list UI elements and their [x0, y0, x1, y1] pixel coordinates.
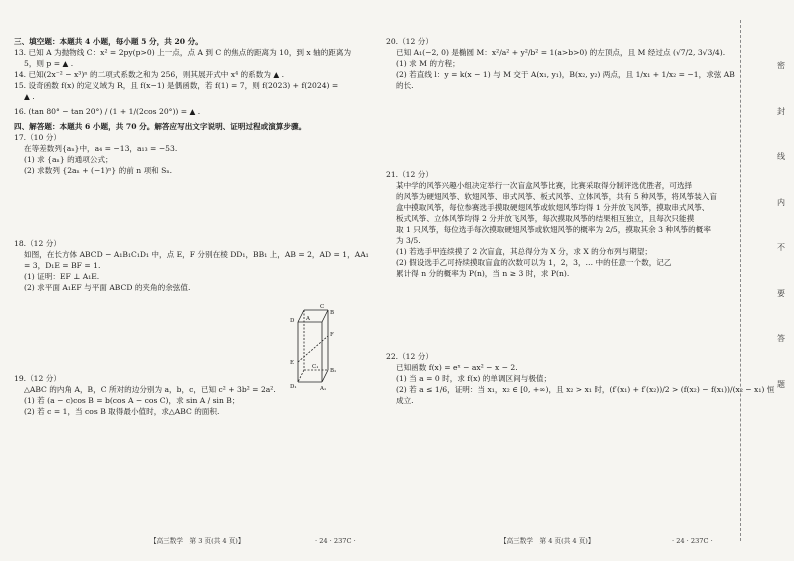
page-label: 【高三数学 第 4 页(共 4 页)】	[500, 537, 595, 545]
question-21-stem-2: 的风筝为硬翅风筝、软翅风筝、串式风筝、板式风筝、立体风筝，共有 5 种风筝，将风筝装入盲	[396, 192, 717, 201]
question-21-part-2-line-2: 累计得 n 分的概率为 P(n)，当 n ≥ 3 时，求 P(n).	[396, 269, 570, 278]
question-17-part-2: (2) 求数列 {2aₙ + (−1)ⁿ} 的前 n 项和 Sₙ.	[24, 166, 173, 175]
question-17-part-1: (1) 求 {aₙ} 的通项公式；	[24, 155, 113, 164]
segment-ef	[298, 336, 328, 362]
figure-label: B	[330, 310, 335, 316]
answer-space	[386, 91, 726, 169]
question-18-stem-1: 如图，在长方体 ABCD − A₁B₁C₁D₁ 中，点 E，F 分别在棱 DD₁，BB₁ 上，AB = 2，AD = 1，AA₁	[24, 250, 369, 259]
question-21-stem-5: 取 1 只风筝，每位选手每次摸取硬翅风筝或软翅风筝的概率为 2/5，摸取其余 3 种风筝的概率	[396, 225, 711, 234]
question-21-stem-1: 某中学的风筝兴趣小组决定举行一次盲盒风筝比赛，比赛采取得分制评选优胜者，可选择	[396, 181, 693, 190]
question-21-stem-4: 板式风筝、立体风筝均得 2 分并放飞风筝，每次摸取风筝的结果相互独立，且每次只能摸	[396, 214, 695, 223]
page-label: 【高三数学 第 3 页(共 4 页)】	[150, 537, 245, 545]
question-20-stem: 已知 A₁(−2, 0) 是椭圆 M：x²/a² + y²/b² = 1(a>b>0) 的左顶点，且 M 经过点 (√7/2, 3√3/4).	[396, 48, 726, 57]
figure-label: A	[306, 316, 310, 322]
seal-char: 不	[777, 243, 785, 253]
question-18-part-2: (2) 求平面 A₁EF 与平面 ABCD 的夹角的余弦值.	[24, 283, 191, 292]
cuboid-figure	[290, 300, 350, 395]
question-22-part-2-line-1: (2) 若 a ≤ 1/6，证明：当 x₁，x₂ ∈ [0, +∞)，且 x₂ > x₁ 时，(f′(x₁) + f′(x₂))/2 > (f(x₂) − f(x₁))/(x₂ − x₁) 恒	[396, 385, 775, 394]
question-20-part-1: (1) 求 M 的方程；	[396, 59, 460, 68]
question-21-title: 21.（12 分）	[386, 170, 433, 179]
question-18-title: 18.（12 分）	[14, 239, 61, 248]
figure-label: B₁	[330, 368, 337, 374]
answer-space	[386, 279, 726, 351]
figure-label: C₁	[312, 364, 319, 370]
question-18-stem-2: = 3，D₁E = BF = 1.	[24, 261, 101, 270]
question-21-stem-6: 为 3/5.	[396, 236, 421, 245]
edge	[322, 310, 328, 322]
answer-space	[14, 176, 366, 238]
question-21-stem-3: 盒中摸取风筝，每位参赛选手摸取硬翅风筝或软翅风筝均得 1 分并放飞风筝，摸取串式风筝、	[396, 203, 710, 212]
seal-strip	[774, 60, 788, 390]
figure-label: F	[330, 332, 334, 338]
question-16: 16. (tan 80° − tan 20°) / (1 + 1/(2cos 20°)) = ▲ .	[14, 107, 201, 116]
question-15-line-1: 15. 设奇函数 f(x) 的定义域为 R，且 f(x−1) 是偶函数，若 f(1) = 7，则 f(2023) + f(2024) =	[14, 81, 339, 90]
seal-char: 封	[777, 106, 785, 116]
question-19-stem: △ABC 的内角 A，B，C 所对的边分别为 a，b，c，已知 c² + 3b² = 2a².	[24, 385, 276, 394]
figure-label: D₁	[290, 384, 297, 390]
question-13-line-1: 13. 已知 A 为抛物线 C：x² = 2py(p>0) 上一点，点 A 到 C 的焦点的距离为 10，到 x 轴的距离为	[14, 48, 352, 57]
right-column	[386, 36, 775, 406]
figure-label: D	[290, 318, 295, 324]
question-14: 14. 已知(2x⁻² − x³)ⁿ 的二项式系数之和为 256，则其展开式中 x⁴ 的系数为 ▲ .	[14, 70, 285, 79]
question-20-part-2-line-1: (2) 若直线 l：y = k(x − 1) 与 M 交于 A(x₁, y₁)，B(x₂, y₂) 两点，且 1/x₁ + 1/x₂ = −1，求弦 AB	[396, 70, 735, 79]
seal-char: 内	[777, 197, 785, 207]
question-17-stem: 在等差数列{aₙ}中，a₄ = −13，a₁₃ = −53.	[24, 144, 178, 153]
seal-char: 要	[777, 288, 785, 298]
question-20-title: 20.（12 分）	[386, 37, 433, 46]
binding-line	[740, 20, 741, 541]
question-20-part-2-line-2: 的长.	[396, 81, 414, 90]
question-13-line-2: 5，则 p = ▲ .	[24, 59, 74, 68]
seal-char: 密	[777, 61, 785, 70]
hidden-edge	[298, 370, 304, 382]
question-22-part-1: (1) 当 a = 0 时，求 f(x) 的单调区间与极值；	[396, 374, 552, 383]
left-page-code	[315, 537, 356, 545]
question-19-part-1: (1) 若 (a − c)cos B = b(cos A − cos C)，求 sin A / sin B；	[24, 396, 240, 405]
question-21-part-1: (1) 若选手甲连续摸了 2 次盲盒，其总得分为 X 分，求 X 的分布列与期望；	[396, 247, 652, 256]
seal-char: 线	[777, 152, 785, 162]
edge	[298, 310, 304, 322]
seal-char: 答	[777, 334, 785, 344]
section-answer-header: 四、解答题：本题共 6 小题，共 70 分。解答应写出文字说明、证明过程或演算步骤。	[14, 122, 307, 131]
figure-label: C	[320, 304, 325, 310]
question-22-title: 22.（12 分）	[386, 352, 433, 361]
question-17-title: 17.（10 分）	[14, 133, 61, 142]
section-fill-blank-header: 三、填空题：本题共 4 小题，每小题 5 分，共 20 分。	[14, 37, 203, 46]
right-page-code	[672, 537, 713, 545]
seal-char: 题	[777, 379, 785, 389]
paper-code: · 24 · 237C ·	[672, 537, 713, 545]
figure-label: E	[290, 360, 295, 366]
edge	[322, 370, 328, 382]
question-22-stem: 已知函数 f(x) = eˣ − ax² − x − 2.	[396, 363, 518, 372]
question-21-part-2-line-1: (2) 假设选手乙可持续摸取盲盒的次数可以为 1，2，3，… 中的任意一个数，记乙	[396, 258, 672, 267]
question-15-line-2: ▲ .	[24, 92, 35, 101]
question-19-part-2: (2) 若 c = 1，当 cos B 取得最小值时，求△ABC 的面积.	[24, 407, 220, 416]
question-22-part-2-line-2: 成立.	[396, 396, 414, 405]
question-19-title: 19.（12 分）	[14, 374, 61, 383]
left-page-footer	[150, 535, 244, 545]
question-18-part-1: (1) 证明：EF ⊥ A₁E.	[24, 272, 100, 281]
right-page-footer	[500, 535, 594, 545]
paper-code: · 24 · 237C ·	[315, 537, 356, 545]
figure-label: A₁	[320, 386, 327, 392]
